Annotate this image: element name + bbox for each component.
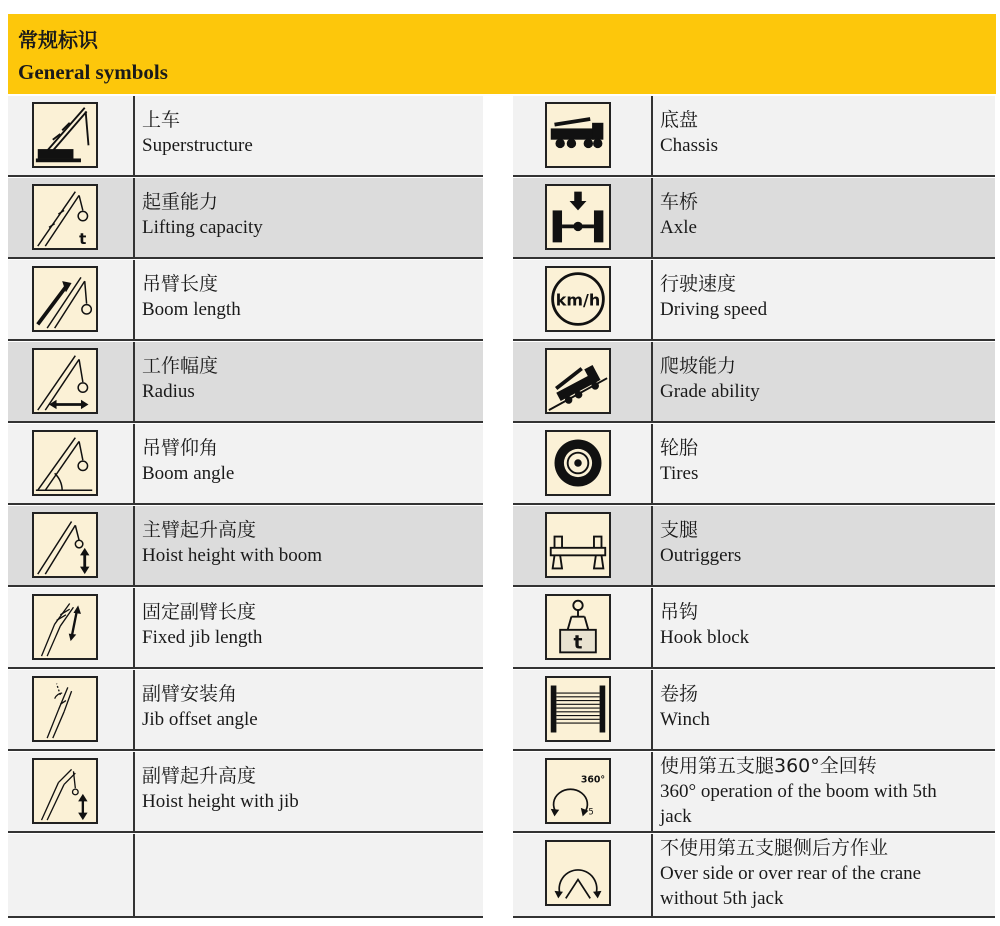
symbol-name-zh: 不使用第五支腿侧后方作业	[660, 837, 889, 859]
column-divider	[651, 752, 653, 831]
lifting-capacity-icon	[32, 184, 98, 250]
symbol-name-zh: 吊臂仰角	[142, 437, 219, 459]
symbol-name-zh: 起重能力	[142, 191, 219, 213]
symbol-row	[513, 342, 995, 423]
symbol-name-zh: 底盘	[660, 109, 699, 131]
column-divider	[651, 424, 653, 503]
symbol-row	[513, 178, 995, 259]
symbol-row	[513, 752, 995, 833]
symbol-text	[660, 190, 698, 240]
column-divider	[651, 506, 653, 585]
symbol-text	[660, 518, 741, 568]
symbol-name-en: Winch	[660, 709, 710, 730]
tire-icon	[545, 430, 611, 496]
column-divider	[133, 342, 135, 421]
symbol-name-en: Hoist height with boom	[142, 545, 322, 566]
symbol-name-en: Fixed jib length	[142, 627, 263, 648]
symbol-row	[8, 588, 483, 669]
left-column	[8, 96, 483, 918]
axle-icon	[545, 184, 611, 250]
chassis-icon	[545, 102, 611, 168]
symbol-text	[660, 836, 921, 911]
symbol-name-zh: 支腿	[660, 519, 699, 541]
symbol-row	[8, 670, 483, 751]
symbol-text	[142, 272, 241, 322]
symbol-text	[660, 108, 718, 158]
hoist-height-boom-icon	[32, 512, 98, 578]
symbol-text	[660, 682, 710, 732]
symbol-text	[142, 518, 322, 568]
symbol-row	[513, 588, 995, 669]
symbol-name-en: Boom angle	[142, 463, 235, 484]
column-divider	[133, 752, 135, 831]
column-divider	[651, 588, 653, 667]
symbol-name-en: Superstructure	[142, 135, 253, 156]
column-divider	[133, 588, 135, 667]
jib-offset-angle-icon	[32, 676, 98, 742]
symbol-name-zh: 行驶速度	[660, 273, 737, 295]
symbol-row	[8, 424, 483, 505]
speed-unit-label: km/h	[555, 290, 601, 310]
fifth-jack-label: 5	[588, 806, 594, 817]
symbol-row	[513, 506, 995, 587]
symbol-name-zh: 轮胎	[660, 437, 699, 459]
symbol-text	[660, 754, 937, 829]
symbol-row	[513, 260, 995, 341]
rotation-degree-label: 360°	[580, 774, 606, 786]
over-side-rear-icon	[545, 840, 611, 906]
section-header	[8, 14, 996, 94]
symbol-text	[142, 764, 299, 814]
fixed-jib-length-icon	[32, 594, 98, 660]
symbol-name-zh: 工作幅度	[142, 355, 219, 377]
superstructure-icon	[32, 102, 98, 168]
symbol-row	[8, 260, 483, 341]
symbol-name-zh: 副臂起升高度	[142, 765, 257, 787]
column-divider	[133, 260, 135, 339]
symbol-text	[142, 354, 218, 404]
symbol-name-en-line1: 360° operation of the boom with 5th	[660, 781, 937, 802]
symbol-text	[142, 600, 262, 650]
column-divider	[651, 670, 653, 749]
column-divider	[651, 96, 653, 175]
symbol-text	[142, 436, 234, 486]
symbol-name-en-line1: Over side or over rear of the crane	[660, 863, 922, 884]
column-divider	[133, 834, 135, 916]
symbol-name-en: Tires	[660, 463, 699, 484]
symbol-name-en: Hook block	[660, 627, 750, 648]
column-divider	[133, 670, 135, 749]
column-divider	[133, 96, 135, 175]
symbol-name-en: Boom length	[142, 299, 241, 320]
hook-unit-label: t	[573, 632, 583, 654]
empty-row	[8, 834, 483, 918]
symbol-name-en: Axle	[660, 217, 697, 238]
symbol-row	[8, 342, 483, 423]
driving-speed-icon	[545, 266, 611, 332]
symbol-name-zh: 主臂起升高度	[142, 519, 257, 541]
rotation-360-icon	[545, 758, 611, 824]
symbol-row	[8, 506, 483, 587]
right-column	[513, 96, 995, 918]
symbol-name-zh: 固定副臂长度	[142, 601, 257, 623]
winch-icon	[545, 676, 611, 742]
column-divider	[651, 260, 653, 339]
outriggers-icon	[545, 512, 611, 578]
symbol-text	[660, 272, 767, 322]
symbol-name-zh: 吊臂长度	[142, 273, 219, 295]
symbol-text	[660, 354, 760, 404]
symbol-name-en: Chassis	[660, 135, 719, 156]
symbol-name-en: Radius	[142, 381, 195, 402]
symbol-row	[513, 424, 995, 505]
symbol-name-zh: 上车	[142, 109, 181, 131]
symbol-row	[8, 96, 483, 177]
column-divider	[133, 506, 135, 585]
symbol-row	[8, 752, 483, 833]
symbol-name-en: Lifting capacity	[142, 217, 263, 238]
column-divider	[651, 834, 653, 916]
grade-ability-icon	[545, 348, 611, 414]
symbol-name-zh: 爬坡能力	[660, 355, 737, 377]
section-title-zh: 常规标识	[18, 28, 98, 52]
symbol-name-en: Jib offset angle	[142, 709, 258, 730]
boom-length-icon	[32, 266, 98, 332]
hook-block-icon	[545, 594, 611, 660]
symbol-name-zh: 使用第五支腿360°全回转	[660, 755, 877, 777]
capacity-unit-label: t	[79, 230, 87, 248]
symbol-row	[513, 834, 995, 918]
symbol-name-zh: 卷扬	[660, 683, 699, 705]
symbol-text	[142, 682, 258, 732]
column-divider	[133, 424, 135, 503]
column-divider	[651, 178, 653, 257]
radius-icon	[32, 348, 98, 414]
symbol-name-en: Hoist height with jib	[142, 791, 299, 812]
section-title-en: General symbols	[18, 60, 168, 84]
symbol-name-zh: 车桥	[660, 191, 699, 213]
symbol-row	[513, 96, 995, 177]
symbol-row	[513, 670, 995, 751]
symbol-name-zh: 吊钩	[660, 601, 699, 623]
symbol-text	[142, 108, 253, 158]
column-divider	[133, 178, 135, 257]
symbol-text	[660, 600, 749, 650]
boom-angle-icon	[32, 430, 98, 496]
symbol-name-zh: 副臂安装角	[142, 683, 238, 705]
symbol-text	[660, 436, 698, 486]
symbol-name-en-line2: without 5th jack	[660, 888, 784, 909]
column-divider	[651, 342, 653, 421]
symbol-row	[8, 178, 483, 259]
symbol-name-en-line2: jack	[660, 806, 692, 827]
symbol-text	[142, 190, 263, 240]
symbol-name-en: Outriggers	[660, 545, 742, 566]
symbol-name-en: Grade ability	[660, 381, 760, 402]
hoist-height-jib-icon	[32, 758, 98, 824]
symbol-name-en: Driving speed	[660, 299, 768, 320]
